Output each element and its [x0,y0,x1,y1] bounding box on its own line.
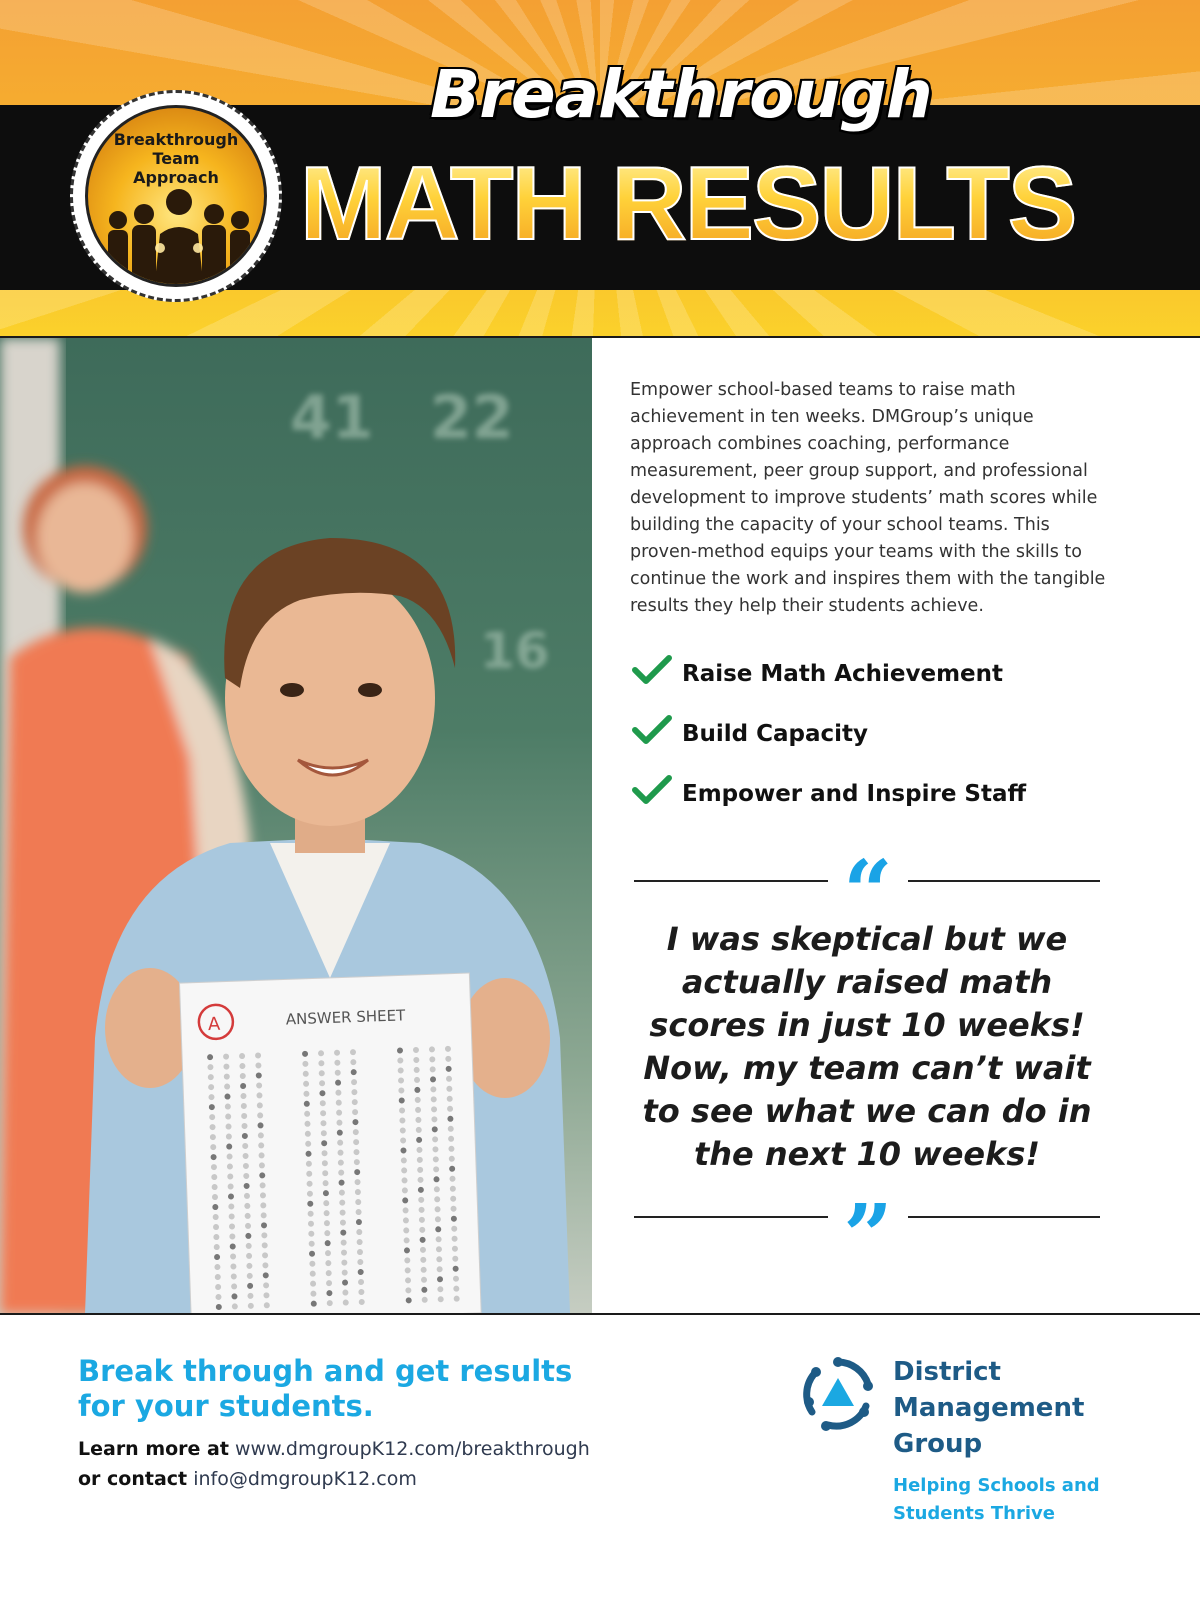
benefits-checklist [632,650,1132,830]
badge-line-2: Team [152,149,200,168]
brand-name-line-3: Group [893,1429,983,1459]
dmg-logo-icon [798,1354,878,1434]
student-photo-illustration [0,338,592,1314]
intro-paragraph: Empower school-based teams to raise math achievement in ten weeks. DMGroup’s unique approach combines coaching, performance measurement, peer group support, and professional development to improve students’ math scores while building the capacity of your school teams. This proven-method equips your teams with the skills to continue the work and inspires them with the tangible results they help their students achieve. [630,380,1106,616]
check-item-build-capacity [632,710,1132,770]
contact-line [78,1464,718,1494]
brand-name-line-1: District [893,1357,1001,1387]
check-item-empower-staff [632,770,1132,830]
close-quote-icon: ” [828,1194,908,1254]
brand-name [893,1354,1153,1462]
contact-label: or contact [78,1468,188,1490]
call-to-action [78,1354,678,1424]
check-item-raise-math [632,650,1132,710]
testimonial-quote: I was skeptical but we actually raised math scores in just 10 weeks! Now, my team can’t wait to see what we can do in the next 10 weeks! [642,920,1092,1173]
board-number-2: 22 [430,383,514,453]
team-silhouettes-icon [88,186,267,287]
grade-mark: A [207,1013,221,1036]
student-photo [0,338,592,1314]
brand-tagline [893,1472,1153,1528]
open-quote-icon: “ [828,850,908,910]
answer-sheet-label: ANSWER SHEET [285,1006,406,1029]
cta-line-1: Break through and get results [78,1354,573,1388]
checkmark-icon [632,714,672,746]
breakthrough-team-badge [70,90,282,302]
email-link[interactable]: info@dmgroupK12.com [193,1468,417,1490]
checkmark-icon [632,774,672,806]
learn-more-label: Learn more at [78,1438,229,1460]
badge-text [88,130,264,187]
title-math-results: MATH RESULTS [300,142,1100,266]
badge-line-1: Breakthrough [113,130,239,149]
board-number-3: 16 [480,622,550,680]
badge-medallion [85,105,267,287]
brand-tagline-line-2: Students Thrive [893,1503,1055,1524]
header-banner [0,0,1200,338]
badge-line-3: Approach [133,168,219,187]
brand-name-line-2: Management [893,1393,1085,1423]
check-label: Empower and Inspire Staff [682,781,1027,807]
check-label: Build Capacity [682,721,869,747]
title-breakthrough: Breakthrough [430,56,932,133]
learn-more-line [78,1434,718,1464]
website-link[interactable]: www.dmgroupK12.com/breakthrough [235,1438,590,1460]
cta-line-2: for your students. [78,1389,374,1423]
checkmark-icon [632,654,672,686]
contact-info [78,1434,718,1494]
board-number-1: 41 [290,383,374,453]
brand-tagline-line-1: Helping Schools and [893,1475,1100,1496]
footer-divider [0,1313,1200,1315]
check-label: Raise Math Achievement [682,661,1004,687]
